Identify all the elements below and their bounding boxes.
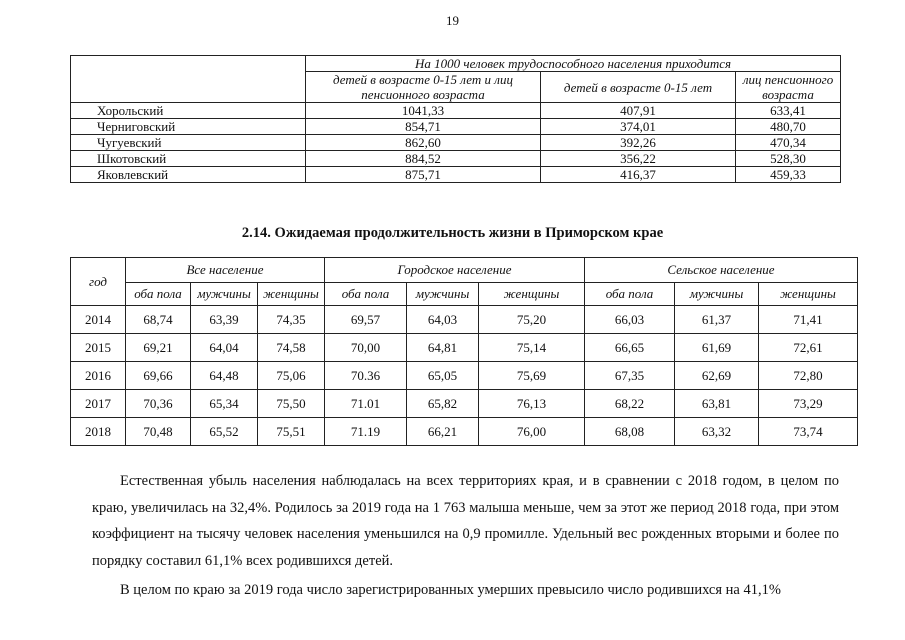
table-cell: 73,29 <box>759 390 858 418</box>
table-cell: 64,03 <box>407 306 479 334</box>
subheader: оба пола <box>325 283 407 306</box>
table-cell: 62,69 <box>675 362 759 390</box>
table-cell: 75,14 <box>479 334 585 362</box>
table-row <box>71 103 841 119</box>
table-cell: 68,08 <box>585 418 675 446</box>
year-cell: 2016 <box>71 362 126 390</box>
table-cell: 71.01 <box>325 390 407 418</box>
table-cell: 528,30 <box>736 151 841 167</box>
life-expectancy-table <box>70 257 858 446</box>
table-row <box>71 418 858 446</box>
table-cell: 416,37 <box>541 167 736 183</box>
table1-col-header: детей в возрасте 0-15 лет <box>541 72 736 103</box>
table-row <box>71 334 858 362</box>
table-cell: 64,81 <box>407 334 479 362</box>
subheader: мужчины <box>675 283 759 306</box>
subheader: мужчины <box>407 283 479 306</box>
table-cell: 70,48 <box>126 418 191 446</box>
table-cell: 862,60 <box>306 135 541 151</box>
table-cell: 65,82 <box>407 390 479 418</box>
district-name: Яковлевский <box>71 167 306 183</box>
table-cell: 69,21 <box>126 334 191 362</box>
group-header: Городское население <box>325 258 585 283</box>
table-cell: 71,41 <box>759 306 858 334</box>
table-cell: 407,91 <box>541 103 736 119</box>
table-cell: 76,13 <box>479 390 585 418</box>
table-row <box>71 151 841 167</box>
table-cell: 72,61 <box>759 334 858 362</box>
group-header: Все население <box>126 258 325 283</box>
district-name: Чугуевский <box>71 135 306 151</box>
subheader: мужчины <box>191 283 258 306</box>
table-cell: 75,69 <box>479 362 585 390</box>
table-cell: 1041,33 <box>306 103 541 119</box>
table-cell: 63,32 <box>675 418 759 446</box>
table-cell: 63,39 <box>191 306 258 334</box>
table-row <box>71 362 858 390</box>
table-cell: 374,01 <box>541 119 736 135</box>
table1-col-header: лиц пенсионного возраста <box>736 72 841 103</box>
table-cell: 75,20 <box>479 306 585 334</box>
table1-col-header: детей в возрасте 0-15 лет и лиц пенсионного возраста <box>306 72 541 103</box>
table-cell: 66,03 <box>585 306 675 334</box>
table-cell: 65,34 <box>191 390 258 418</box>
table-cell: 71.19 <box>325 418 407 446</box>
table-cell: 480,70 <box>736 119 841 135</box>
table-cell: 459,33 <box>736 167 841 183</box>
table1-group-header: На 1000 человек трудоспособного населения приходится <box>306 56 841 72</box>
table-cell: 74,58 <box>258 334 325 362</box>
table1-group-header-row <box>71 56 841 72</box>
subheader: оба пола <box>126 283 191 306</box>
group-header: Сельское население <box>585 258 858 283</box>
table-row <box>71 306 858 334</box>
year-cell: 2014 <box>71 306 126 334</box>
table-cell: 70,36 <box>126 390 191 418</box>
district-name: Хорольский <box>71 103 306 119</box>
table-cell: 470,34 <box>736 135 841 151</box>
table2-group-header-row <box>71 258 858 283</box>
table-cell: 75,06 <box>258 362 325 390</box>
subheader: женщины <box>479 283 585 306</box>
table-cell: 68,22 <box>585 390 675 418</box>
table-cell: 61,69 <box>675 334 759 362</box>
year-header: год <box>71 258 126 306</box>
table-cell: 68,74 <box>126 306 191 334</box>
table-cell: 64,48 <box>191 362 258 390</box>
table-cell: 884,52 <box>306 151 541 167</box>
table-cell: 74,35 <box>258 306 325 334</box>
table-cell: 65,05 <box>407 362 479 390</box>
table-cell: 70,00 <box>325 334 407 362</box>
subheader: женщины <box>759 283 858 306</box>
district-name: Шкотовский <box>71 151 306 167</box>
subheader: оба пола <box>585 283 675 306</box>
table-cell: 67,35 <box>585 362 675 390</box>
table-cell: 854,71 <box>306 119 541 135</box>
table-cell: 72,80 <box>759 362 858 390</box>
table2-subheader-row <box>71 283 858 306</box>
table-cell: 75,50 <box>258 390 325 418</box>
body-text <box>92 468 839 604</box>
table-cell: 69,57 <box>325 306 407 334</box>
table-cell: 75,51 <box>258 418 325 446</box>
table-cell: 70.36 <box>325 362 407 390</box>
year-cell: 2017 <box>71 390 126 418</box>
section-title: 2.14. Ожидаемая продолжительность жизни в Приморском крае <box>241 225 664 241</box>
table-cell: 69,66 <box>126 362 191 390</box>
table-cell: 66,65 <box>585 334 675 362</box>
table-cell: 61,37 <box>675 306 759 334</box>
table-row <box>71 167 841 183</box>
table-cell: 356,22 <box>541 151 736 167</box>
paragraph: Естественная убыль населения наблюдалась на всех территориях края, и в сравнении с 2018 годом, в целом по краю, увеличилась на 32,4%. Родилось за 2019 года на 1 763 малыша меньше, чем за этот же период 2018 года, при этом коэффициент на тысячу человек населения уменьшился на 0,9 промилле. Удельный вес рожденных вторыми и более по порядку составил 61,1% всех родившихся детей. <box>92 473 839 569</box>
table-cell: 392,26 <box>541 135 736 151</box>
district-name: Черниговский <box>71 119 306 135</box>
paragraph: В целом по краю за 2019 года число зарегистрированных умерших превысило число родившихся на 41,1% <box>120 582 781 598</box>
table-row <box>71 390 858 418</box>
table-cell: 63,81 <box>675 390 759 418</box>
table-cell: 875,71 <box>306 167 541 183</box>
table-cell: 64,04 <box>191 334 258 362</box>
table-cell: 633,41 <box>736 103 841 119</box>
year-cell: 2018 <box>71 418 126 446</box>
table-cell: 66,21 <box>407 418 479 446</box>
table-cell: 76,00 <box>479 418 585 446</box>
page-number: 19 <box>446 13 459 28</box>
table-cell: 73,74 <box>759 418 858 446</box>
subheader: женщины <box>258 283 325 306</box>
dependency-ratio-table <box>70 55 841 183</box>
table1-corner-cell <box>71 56 306 103</box>
year-cell: 2015 <box>71 334 126 362</box>
table-row <box>71 119 841 135</box>
table-cell: 65,52 <box>191 418 258 446</box>
table-row <box>71 135 841 151</box>
